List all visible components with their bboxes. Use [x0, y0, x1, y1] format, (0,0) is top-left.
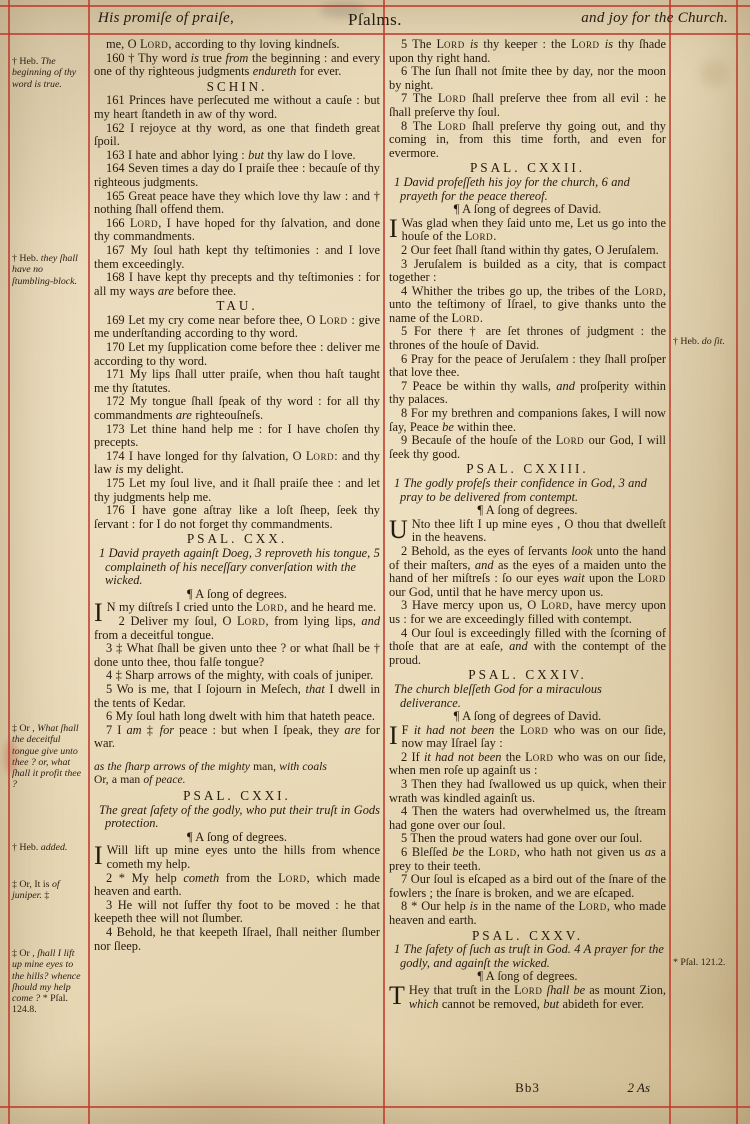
verse: 5 Then the proud waters had gone over our ſoul. [401, 831, 643, 846]
verse: 6 Pray for the peace of Jeruſalem : they ſhall proſper that love thee. [389, 351, 666, 380]
psalm-heading: PSAL. CXXI. [183, 788, 291, 804]
margin-note-overflow-line: Or, a man of peace. [94, 773, 186, 787]
verse: 171 My lips ſhall utter praiſe, when thou haſt taught me thy ſtatutes. [94, 367, 380, 395]
verse: 7 Peace be within thy walls, and proſperity within thy palaces. [389, 378, 667, 407]
red-rule-top [0, 5, 750, 7]
drop-cap: T [389, 980, 405, 1010]
psalm-heading: PSAL. CXXIV. [468, 667, 587, 683]
verse: 165 Great peace have they which love thy law : and † nothing ſhall offend them. [94, 188, 380, 217]
margin-note: ‡ Or, It is of juniper. ‡ [12, 879, 60, 902]
verse: 2 Our feet ſhall ſtand within thy gates, O Jeruſalem. [401, 242, 659, 257]
verse: 3 Then they had ſwallowed us up quick, when their wrath was kindled againſt us. [389, 777, 666, 805]
verse: 164 Seven times a day do I praiſe thee : becauſe of thy righteous judgments. [94, 161, 380, 189]
verse-dropcap: I N my diſtreſs I cried unto the Lord, and he heard me. [94, 598, 377, 628]
margin-note-overflow [94, 760, 380, 787]
psalm-heading: PSAL. CXX. [186, 531, 288, 547]
song-of-degrees-line: ¶ A ſong of degrees. [186, 829, 288, 844]
drop-cap: U [389, 514, 408, 544]
verse: 7 Our ſoul is eſcaped as a bird out of the ſnare of the fowlers ; the ſnare is broken, and we are eſcaped. [389, 872, 666, 900]
drop-cap: I [94, 841, 103, 871]
verse: 2 Behold, as the eyes of ſervants look unto the hand of their maſters, and as the eyes of a maiden unto the hand of her miſtreſs : ſo our eyes wait upon the Lord our God, until that he have mercy upon us. [389, 543, 666, 599]
verse: 167 My ſoul hath kept thy teſtimonies : and I love them exceedingly. [94, 242, 380, 271]
running-header-title: Pſalms. [347, 10, 403, 29]
song-of-degrees-line: ¶ A ſong of degrees. [477, 969, 578, 984]
verse: 5 For there † are ſet thrones of judgment : the thrones of the houſe of David. [389, 324, 666, 353]
left-text-column [94, 38, 380, 953]
verse: 162 I rejoyce at thy word, as one that findeth great ſpoil. [94, 120, 380, 149]
verse: 160 † Thy word is true from the beginning : and every one of thy righteous judgments endureth for ever. [94, 50, 381, 79]
song-of-degrees-line: ¶ A ſong of degrees. [477, 503, 578, 518]
verse: 170 Let my ſupplication come before thee : deliver me according to thy word. [94, 340, 380, 368]
drop-cap: I [389, 720, 398, 750]
margin-note: † Heb. they ſhall have no ſtumbling-block. [12, 253, 78, 287]
verse: 161 Princes have perſecuted me without a cauſe : but my heart ſtandeth in aw of thy word. [94, 93, 380, 121]
margin-note: † Heb. The beginning of thy word is true. [12, 56, 77, 90]
drop-cap: I [389, 213, 398, 243]
psalm-argument: 1 The godly profeſs their confidence in God, 3 and pray to be delivered from contempt. [394, 476, 647, 504]
verse: 4 Whither the tribes go up, the tribes of the Lord, unto the teſtimony of Iſrael, to give thanks unto the name of the Lord. [389, 283, 666, 325]
psalm-argument: The church bleſſeth God for a miraculous deliverance. [394, 681, 602, 710]
margin-note: * Pſal. 121.2. [673, 957, 726, 968]
song-of-degrees-line: ¶ A ſong of degrees of David. [453, 202, 602, 217]
verse: 4 Our ſoul is exceedingly filled with the ſcorning of thoſe that are at eaſe, and with the contempt of the proud. [389, 625, 666, 667]
psalm-heading: PSAL. CXXIII. [466, 461, 589, 477]
verse: 3 Have mercy upon us, O Lord, have mercy upon us : for we are exceedingly filled with contempt. [389, 598, 666, 626]
verse: 174 I have longed for thy ſalvation, O Lord: and thy law is my delight. [94, 448, 380, 477]
verse: 8 For my brethren and companions ſakes, I will now ſay, Peace be within thee. [389, 406, 666, 434]
verse: 169 Let my cry come near before thee, O Lord : give me underſtanding according to thy word. [94, 312, 380, 341]
verse: 4 Behold, he that keepeth Iſrael, ſhall neither ſlumber nor ſleep. [94, 925, 380, 953]
psalm-argument: 1 David prayeth againſt Doeg, 3 reproveth his tongue, 5 complaineth of his neceſſary converſation with the wicked. [99, 545, 380, 588]
verse: 3 He will not ſuffer thy foot to be moved : he that keepeth thee will not ſlumber. [94, 897, 380, 926]
psalm-heading: PSAL. CXXII. [469, 160, 586, 176]
verse: 6 My ſoul hath long dwelt with him that hateth peace. [106, 709, 375, 724]
verse: 176 I have gone aſtray like a loſt ſheep, ſeek thy ſervant : for I do not forget thy commandments. [94, 503, 380, 531]
margin-note: † Heb. do ſit. [673, 336, 725, 347]
red-rule-column-divider [383, 0, 385, 1124]
margin-note: ‡ Or , What ſhall the deceitful tongue give unto thee ? or, what ſhall it profit thee ? [12, 723, 82, 791]
margin-note: ‡ Or , ſhall I lift up mine eyes to the hills? whence ſhould my help come ? * Pſal. 124.8. [12, 948, 81, 1016]
verse: 9 Becauſe of the houſe of the Lord our God, I will ſeek thy good. [389, 433, 666, 461]
verse: 6 The ſun ſhall not ſmite thee by day, nor the moon by night. [389, 64, 666, 92]
psalm-heading: SCHIN. [206, 78, 268, 94]
verse: 5 The Lord is thy keeper : the Lord is thy ſhade upon thy right hand. [389, 37, 666, 65]
margin-note: † Heb. added. [12, 842, 68, 853]
verse: 5 Wo is me, that I ſojourn in Meſech, that I dwell in the tents of Kedar. [94, 681, 380, 710]
verse: 2 * My help cometh from the Lord, which made heaven and earth. [94, 870, 380, 899]
catchword: 2 As [627, 1080, 650, 1095]
verse: 3 ‡ What ſhall be given unto thee ? or what ſhall be † done unto thee, thou falſe tongue? [94, 641, 380, 669]
verse: 7 I am ‡ for peace : but when I ſpeak, they are for war. [94, 722, 380, 751]
red-rule-right-edge [736, 0, 738, 1124]
red-rule-left-edge [8, 0, 10, 1124]
verse: 166 Lord, I have hoped for thy ſalvation, and done thy commandments. [94, 215, 380, 244]
verse: 173 Let thine hand help me : for I have choſen thy precepts. [94, 421, 380, 450]
verse: 175 Let my ſoul live, and it ſhall praiſe thee : and let thy judgments help me. [94, 476, 380, 504]
verse: 163 I hate and abhor lying : but thy law do I love. [106, 147, 356, 162]
verse: 8 The Lord ſhall preſerve thy going out, and thy coming in, from this time forth, and even for evermore. [389, 118, 666, 160]
signature-mark: Bb3 [515, 1080, 540, 1095]
song-of-degrees-line: ¶ A ſong of degrees. [186, 586, 288, 601]
red-rule-bottom [0, 1106, 750, 1108]
verse-dropcap: I F it had not been the Lord who was on our ſide, now may Iſrael ſay : [389, 720, 666, 751]
verse-dropcap: T Hey that truſt in the Lord ſhall be as mount Zion, which cannot be removed, but abideth for ever. [389, 980, 666, 1011]
margin-note-overflow-line: as the ſharp arrows of the mighty man, with coals [94, 759, 327, 773]
verse-dropcap: I Was glad when they ſaid unto me, Let us go into the houſe of the Lord. [389, 213, 666, 244]
running-header-left: His promiſe of praiſe, [98, 10, 235, 26]
verse: 168 I have kept thy precepts and thy teſtimonies : for all my ways are before thee. [94, 270, 380, 298]
verse-dropcap: U Nto thee lift I up mine eyes , O thou that dwelleſt in the heavens. [389, 514, 666, 545]
verse-dropcap: I Will lift up mine eyes unto the hills from whence cometh my help. [94, 841, 380, 872]
red-rule-right-margin [669, 0, 671, 1124]
red-rule-below-header [0, 33, 750, 35]
paper-stain [700, 60, 730, 86]
verse: 2 If it had not been the Lord who was on our ſide, when men roſe up againſt us : [389, 749, 666, 778]
running-header-right: and joy for the Church. [581, 10, 728, 26]
verse: 4 Then the waters had overwhelmed us, the ſtream had gone over our ſoul. [389, 804, 666, 832]
psalm-heading: PSAL. CXXV. [471, 927, 584, 943]
verse: me, O Lord, according to thy loving kindneſs. [106, 37, 340, 51]
song-of-degrees-line: ¶ A ſong of degrees of David. [453, 709, 602, 724]
psalm-argument: 1 David profeſſeth his joy for the church, 6 and prayeth for the peace thereof. [394, 174, 630, 203]
psalm-heading: TAU. [216, 298, 258, 314]
verse: 2 Deliver my ſoul, O Lord, from lying lips, and from a deceitful tongue. [94, 613, 381, 642]
drop-cap: I [94, 598, 103, 628]
verse: 4 ‡ Sharp arrows of the mighty, with coals of juniper. [106, 668, 374, 683]
red-rule-left-margin [88, 0, 90, 1124]
verse: 172 My tongue ſhall ſpeak of thy word : for all thy commandments are righteouſneſs. [94, 394, 380, 423]
verse: 7 The Lord ſhall preſerve thee from all evil : he ſhall preſerve thy ſoul. [389, 91, 666, 119]
verse: 8 * Our help is in the name of the Lord, who made heaven and earth. [389, 899, 666, 927]
psalm-argument: The great ſafety of the godly, who put their truſt in Gods protection. [99, 802, 380, 831]
right-text-column [389, 38, 666, 1011]
verse: 3 Jeruſalem is builded as a city, that is compact together : [389, 256, 666, 285]
psalm-argument: 1 The ſafety of ſuch as truſt in God. 4 A prayer for the godly, and againſt the wicked. [394, 942, 664, 970]
verse: 6 Bleſſed be the Lord, who hath not given us as a prey to their teeth. [389, 845, 666, 873]
